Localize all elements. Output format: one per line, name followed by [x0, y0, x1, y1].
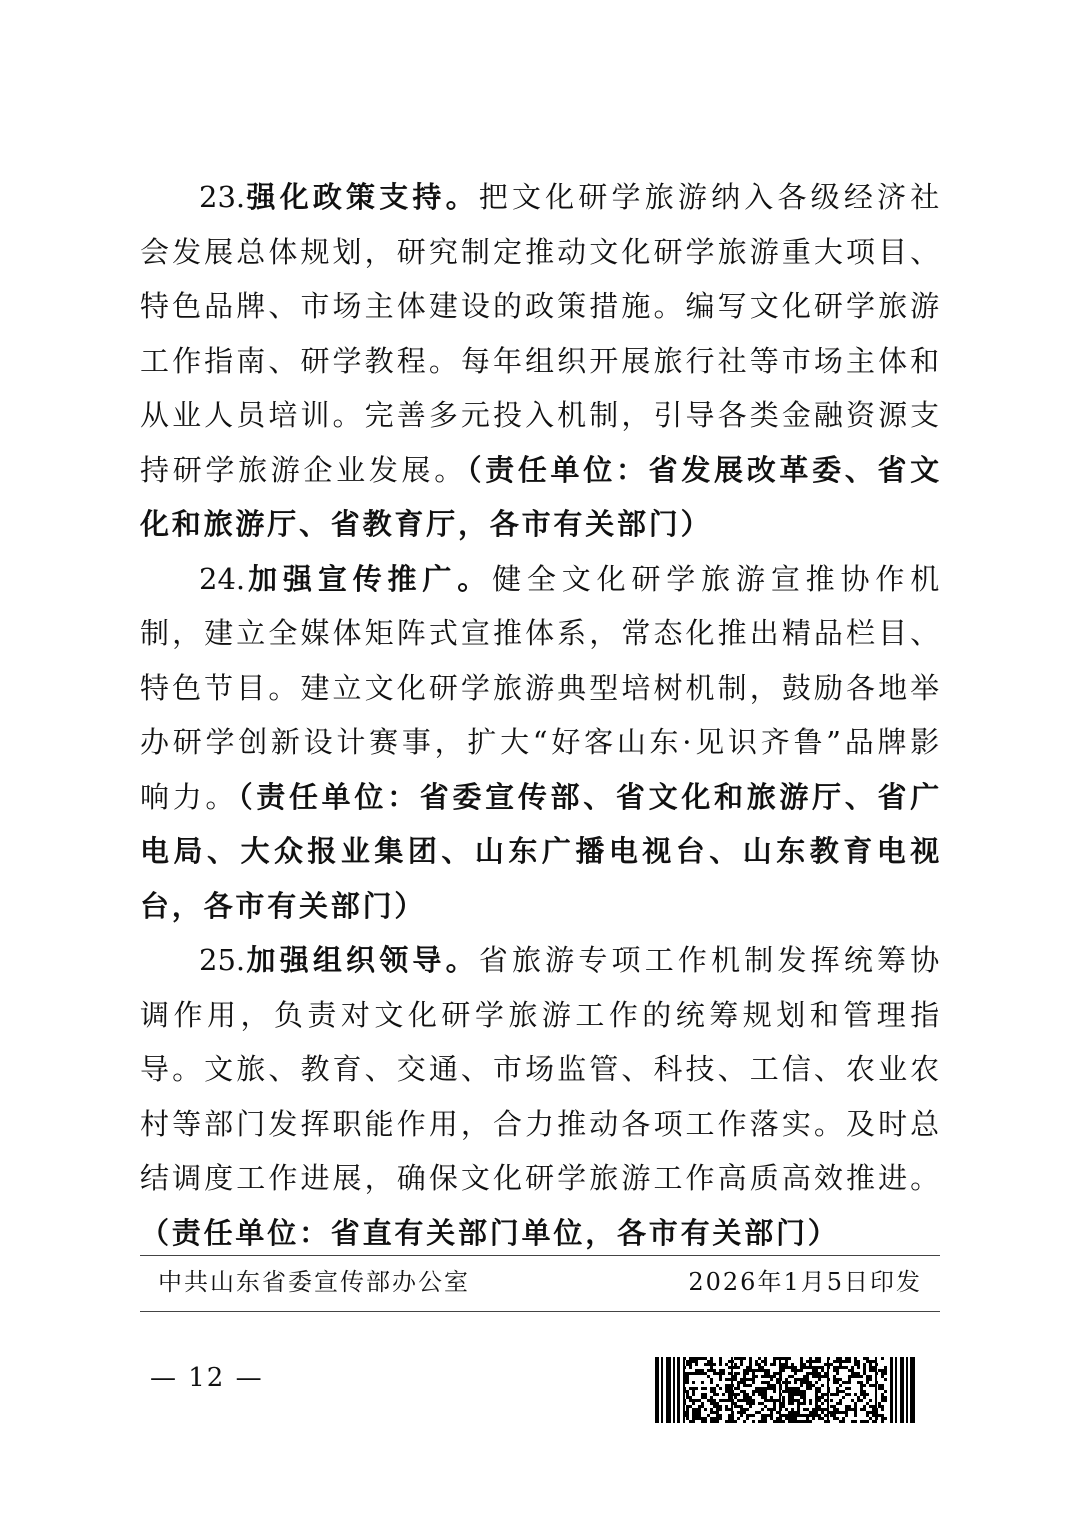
paragraph-number: 23. [199, 180, 246, 214]
imprint-top-rule [140, 1255, 940, 1256]
barcode-matrix [683, 1357, 887, 1423]
paragraph-heading: 加强组织领导。 [245, 943, 479, 977]
paragraph-body: 把文化研学旅游纳入各级经济社会发展总体规划，研究制定推动文化研学旅游重大项目、特色品牌、市场主体建设的政策措施。编写文化研学旅游工作指南、研学教程。每年组织开展旅行社等市场主体和从业人员培训。完善多元投入机制，引导各类金融资源支持研学旅游企业发展。 [140, 180, 942, 487]
imprint-line [158, 1262, 922, 1302]
body-text [140, 170, 942, 1260]
paragraph-number: 24. [199, 561, 246, 596]
paragraph-body: 健全文化研学旅游宣推协作机制，建立全媒体矩阵式宣推体系，常态化推出精品栏目、特色节目。建立文化研学旅游典型培树机制，鼓励各地举办研学创新设计赛事，扩大“好客山东·见识齐鲁”品牌影响力。 [140, 561, 942, 814]
responsibility-note: （责任单位：省委宣传部、省文化和旅游厅、省广电局、大众报业集团、山东广播电视台、山东教育电视台，各市有关部门） [140, 779, 942, 923]
page-number: — 12 — [150, 1363, 264, 1393]
barcode-left-guard [655, 1357, 680, 1423]
paragraph-24 [140, 552, 942, 934]
paragraph-heading: 强化政策支持。 [245, 180, 479, 214]
imprint-bottom-rule [140, 1311, 940, 1312]
responsibility-note: （责任单位：省直有关部门单位，各市有关部门） [140, 1215, 840, 1250]
barcode-right-guard [890, 1357, 915, 1423]
paragraph-body: 省旅游专项工作机制发挥统筹协调作用，负责对文化研学旅游工作的统筹规划和管理指导。文旅、教育、交通、市场监管、科技、工信、农业农村等部门发挥职能作用，合力推动各项工作落实。及时总结调度工作进展，确保文化研学旅游工作高质高效推进。 [140, 943, 942, 1195]
paragraph-number: 25. [199, 943, 246, 977]
paragraph-25 [140, 933, 942, 1260]
barcode-icon [655, 1357, 917, 1423]
issuer-name: 中共山东省委宣传部办公室 [158, 1268, 470, 1296]
paragraph-23 [140, 170, 942, 552]
paragraph-heading: 加强宣传推广。 [245, 561, 493, 596]
responsibility-note: （责任单位：省发展改革委、省文化和旅游厅、省教育厅，各市有关部门） [140, 452, 942, 541]
print-date: 2026年1月5日印发 [688, 1268, 922, 1296]
